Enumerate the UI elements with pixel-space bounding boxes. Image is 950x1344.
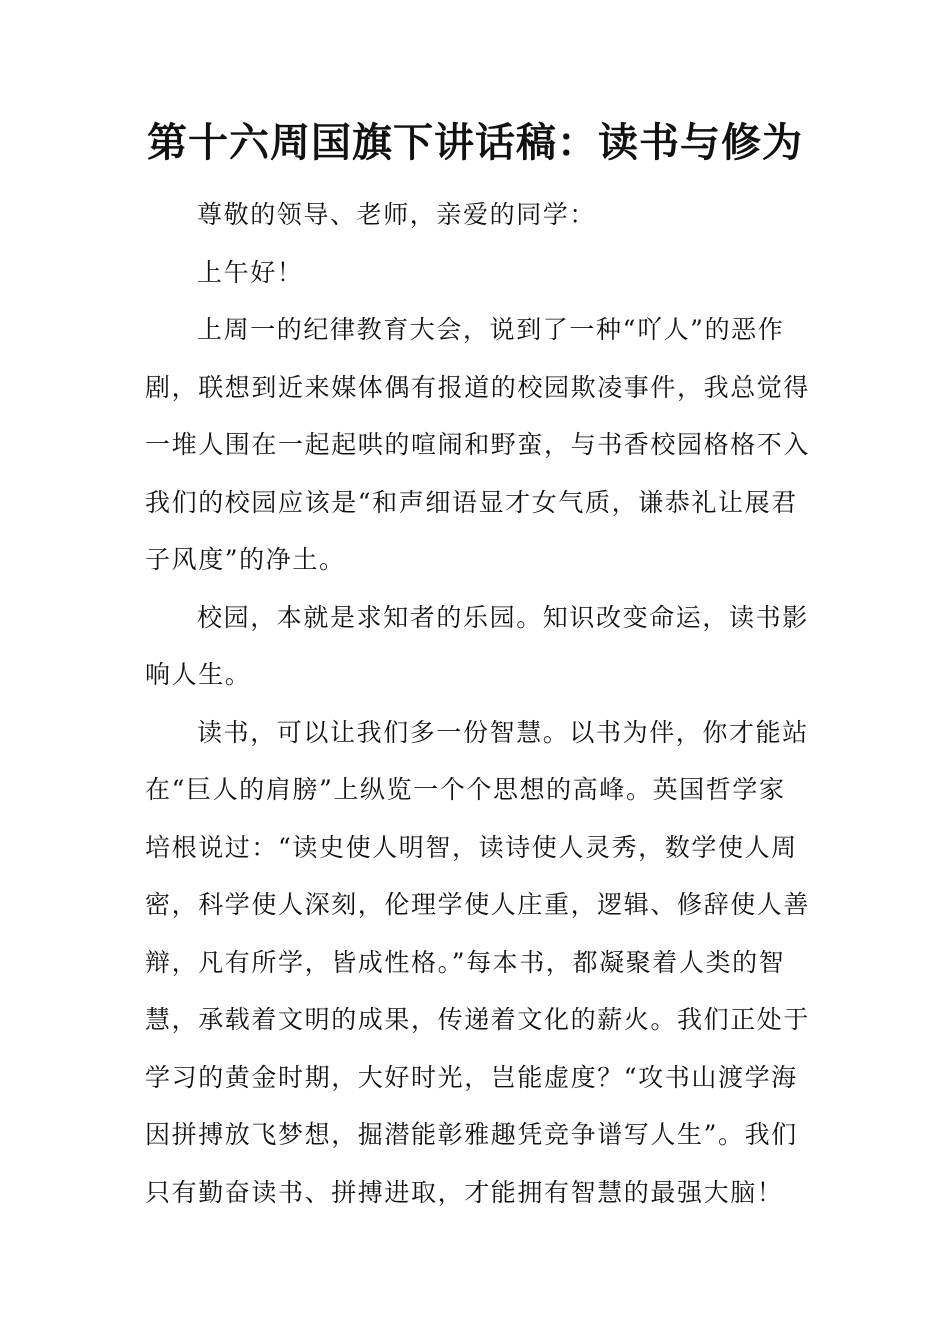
text-line: 读书，可以让我们多一份智慧。以书为伴，你才能站 xyxy=(197,717,809,747)
text-line: 我们的校园应该是“和声细语显才女气质，谦恭礼让展君 xyxy=(145,487,798,517)
text-line: 密，科学使人深刻，伦理学使人庄重，逻辑、修辞使人善 xyxy=(145,890,811,919)
text-line: 一堆人围在一起起哄的喧闹和野蛮，与书香校园格格不入 xyxy=(145,430,811,459)
text-line: 因拼搏放飞梦想，掘潜能彰雅趣凭竞争谱写人生”。我们 xyxy=(145,1120,798,1149)
text-line: 子风度”的净土。 xyxy=(145,545,346,574)
document-title: 第十六周国旗下讲话稿：读书与修为 xyxy=(147,119,803,166)
text-line: 剧，联想到近来媒体偶有报道的校园欺凌事件，我总觉得 xyxy=(145,372,811,402)
text-line: 只有勤奋读书、拼搏进取，才能拥有智慧的最强大脑！ xyxy=(145,1177,784,1207)
text-line: 培根说过：“读史使人明智，读诗使人灵秀，数学使人周 xyxy=(145,832,798,862)
document-body xyxy=(145,186,810,1221)
text-line: 慧，承载着文明的成果，传递着文化的薪火。我们正处于 xyxy=(145,1005,811,1034)
text-line: 学习的黄金时期，大好时光，岂能虚度？“攻书山渡学海 xyxy=(145,1062,798,1092)
text-line: 响人生。 xyxy=(145,660,252,689)
text-line: 校园，本就是求知者的乐园。知识改变命运，读书影 xyxy=(197,602,809,632)
text-line: 尊敬的领导、老师，亲爱的同学： xyxy=(197,200,597,229)
text-line: 在“巨人的肩膀”上纵览一个个思想的高峰。英国哲学家 xyxy=(145,775,786,804)
text-line: 辩，凡有所学，皆成性格。”每本书，都凝聚着人类的智 xyxy=(145,947,786,977)
text-line: 上午好！ xyxy=(197,257,304,287)
text-line: 上周一的纪律教育大会，说到了一种“吖人”的恶作 xyxy=(197,315,785,344)
